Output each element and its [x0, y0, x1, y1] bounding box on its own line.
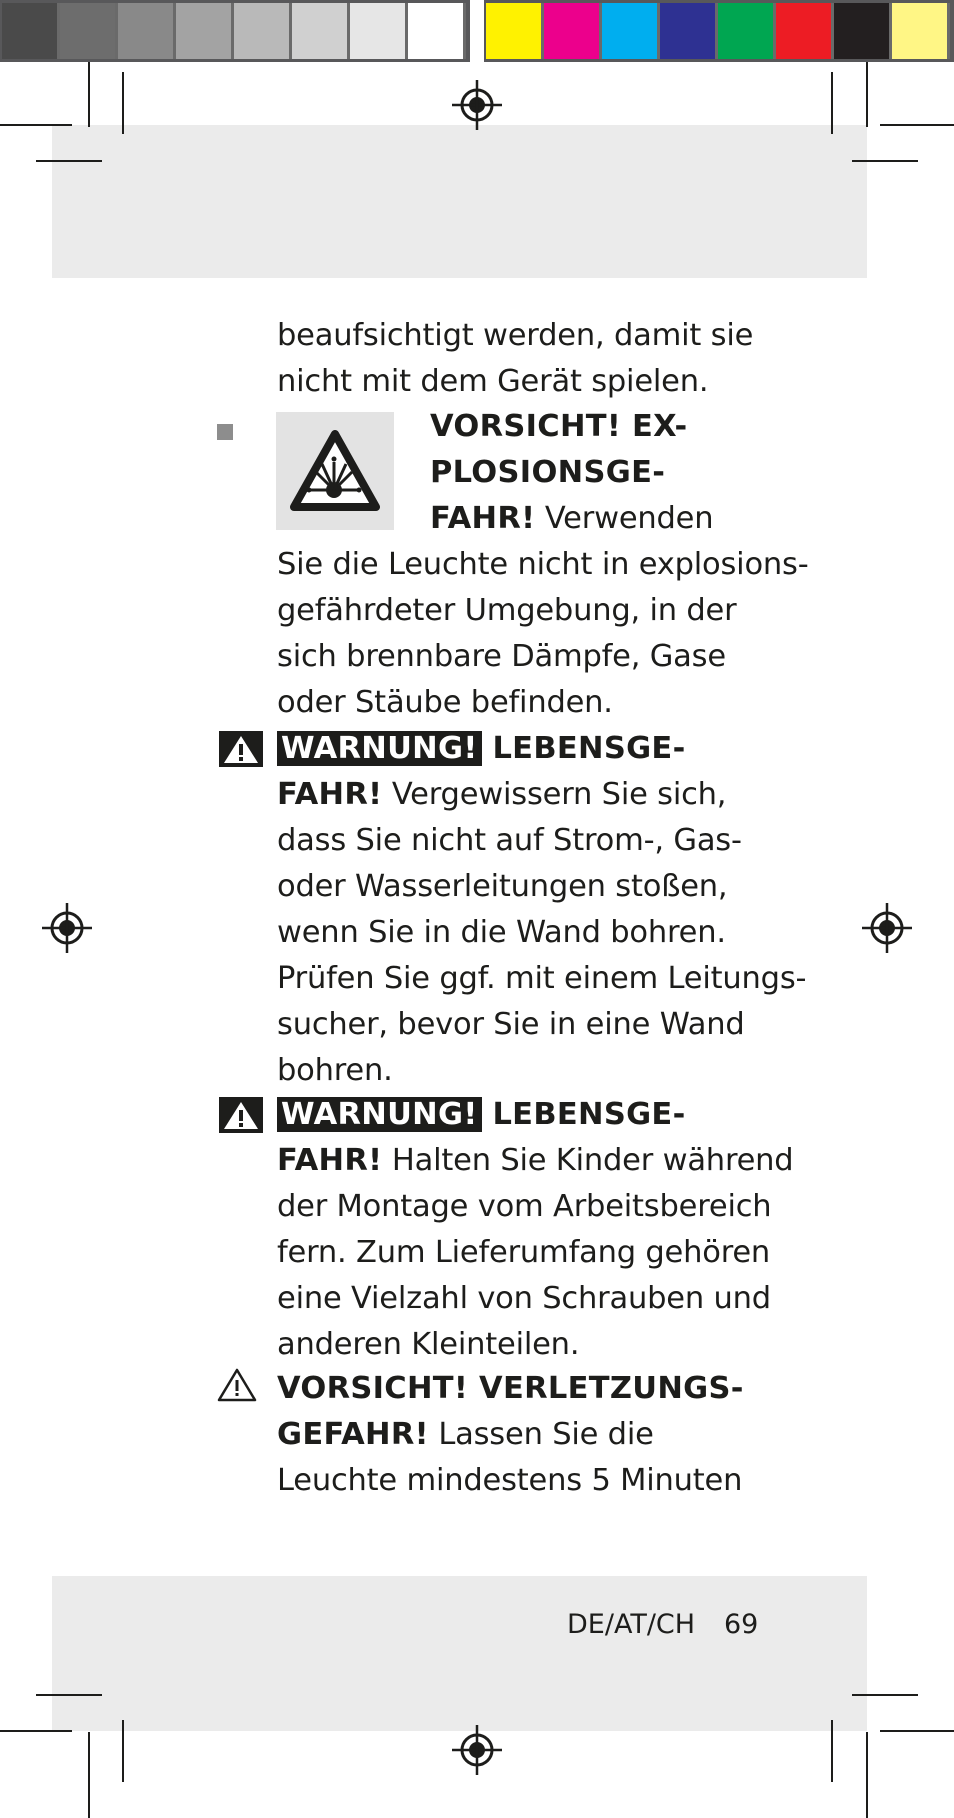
color-swatch	[350, 3, 408, 59]
color-swatch	[60, 3, 118, 59]
warning-heading: VORSICHT! EX-	[430, 409, 688, 444]
warning-label: WARNUNG!	[277, 731, 482, 766]
body-text-line: wenn Sie in die Wand bohren.	[277, 915, 726, 950]
body-text-line: Leuchte mindestens 5 Minuten	[277, 1463, 743, 1498]
crop-mark	[122, 72, 124, 134]
body-text-line: nicht mit dem Gerät spielen.	[277, 364, 709, 399]
body-text-line	[277, 1138, 793, 1184]
crop-mark	[852, 1694, 918, 1696]
color-swatch	[776, 3, 834, 59]
color-swatch	[892, 3, 950, 59]
warning-heading: PLOSIONSGE-	[430, 455, 666, 490]
warning-heading: FAHR!	[277, 777, 383, 812]
body-text-line	[430, 496, 713, 542]
color-swatch	[292, 3, 350, 59]
color-swatch	[718, 3, 776, 59]
crop-mark	[866, 1732, 868, 1818]
explosive-hazard-icon	[276, 412, 394, 530]
color-swatch	[834, 3, 892, 59]
body-text-line: beaufsichtigt werden, damit sie	[277, 318, 754, 353]
crop-mark	[880, 1730, 954, 1732]
body-text-line: Sie die Leuchte nicht in explosions-	[277, 547, 809, 582]
color-swatch	[544, 3, 602, 59]
body-text: Halten Sie Kinder während	[382, 1143, 794, 1178]
body-text: Vergewissern Sie sich,	[382, 777, 727, 812]
warning-heading: FAHR!	[277, 1143, 383, 1178]
body-text-line: bohren.	[277, 1053, 393, 1088]
crop-mark	[122, 1720, 124, 1782]
page-number: 69	[724, 1609, 759, 1640]
color-swatch	[2, 3, 60, 59]
body-text-line: anderen Kleinteilen.	[277, 1327, 580, 1362]
warning-triangle-icon	[219, 1097, 263, 1133]
color-swatch	[234, 3, 292, 59]
registration-mark-icon	[452, 1725, 502, 1775]
warning-heading: LEBENSGE-	[481, 731, 686, 766]
crop-mark	[831, 72, 833, 134]
crop-mark	[0, 124, 72, 126]
crop-mark	[831, 1720, 833, 1782]
body-text-line: dass Sie nicht auf Strom-, Gas-	[277, 823, 742, 858]
process-color-calibration-bar	[484, 0, 954, 62]
crop-mark	[0, 1730, 72, 1732]
body-text: Verwenden	[535, 501, 714, 536]
warning-heading: VORSICHT! VERLETZUNGS-	[277, 1371, 744, 1406]
crop-mark	[88, 62, 90, 127]
body-text-line: oder Wasserleitungen stoßen,	[277, 869, 728, 904]
crop-mark	[852, 160, 918, 162]
registration-mark-icon	[42, 903, 92, 953]
warning-label: WARNUNG!	[277, 1097, 482, 1132]
bullet-square	[217, 424, 233, 440]
header-panel	[52, 125, 867, 278]
warning-heading: LEBENSGE-	[481, 1097, 686, 1132]
body-text-line	[277, 1092, 686, 1138]
body-text-line: Prüfen Sie ggf. mit einem Leitungs-	[277, 961, 807, 996]
body-text-line: der Montage vom Arbeitsbereich	[277, 1189, 772, 1224]
warning-triangle-icon	[219, 731, 263, 767]
footer-region: DE/AT/CH	[567, 1609, 696, 1640]
color-swatch	[408, 3, 466, 59]
body-text-line: fern. Zum Lieferumfang gehören	[277, 1235, 771, 1270]
crop-mark	[866, 62, 868, 127]
color-swatch	[602, 3, 660, 59]
crop-mark	[88, 1732, 90, 1818]
color-swatch	[486, 3, 544, 59]
body-text-line: sucher, bevor Sie in eine Wand	[277, 1007, 745, 1042]
body-text-line: sich brennbare Dämpfe, Gase	[277, 639, 726, 674]
caution-triangle-icon	[216, 1367, 258, 1403]
body-text-line	[277, 1412, 654, 1458]
warning-heading: GEFAHR!	[277, 1417, 429, 1452]
body-text-line	[277, 772, 726, 818]
registration-mark-icon	[862, 903, 912, 953]
body-text-line: eine Vielzahl von Schrauben und	[277, 1281, 771, 1316]
color-swatch	[176, 3, 234, 59]
body-text-line: gefährdeter Umgebung, in der	[277, 593, 737, 628]
grayscale-calibration-bar	[0, 0, 470, 62]
registration-mark-icon	[452, 80, 502, 130]
body-text: Lassen Sie die	[428, 1417, 654, 1452]
warning-heading: FAHR!	[430, 501, 536, 536]
color-swatch	[660, 3, 718, 59]
crop-mark	[36, 1694, 102, 1696]
crop-mark	[880, 124, 954, 126]
color-swatch	[118, 3, 176, 59]
crop-mark	[36, 160, 102, 162]
body-text-line	[277, 726, 686, 772]
body-text-line: oder Stäube befinden.	[277, 685, 613, 720]
